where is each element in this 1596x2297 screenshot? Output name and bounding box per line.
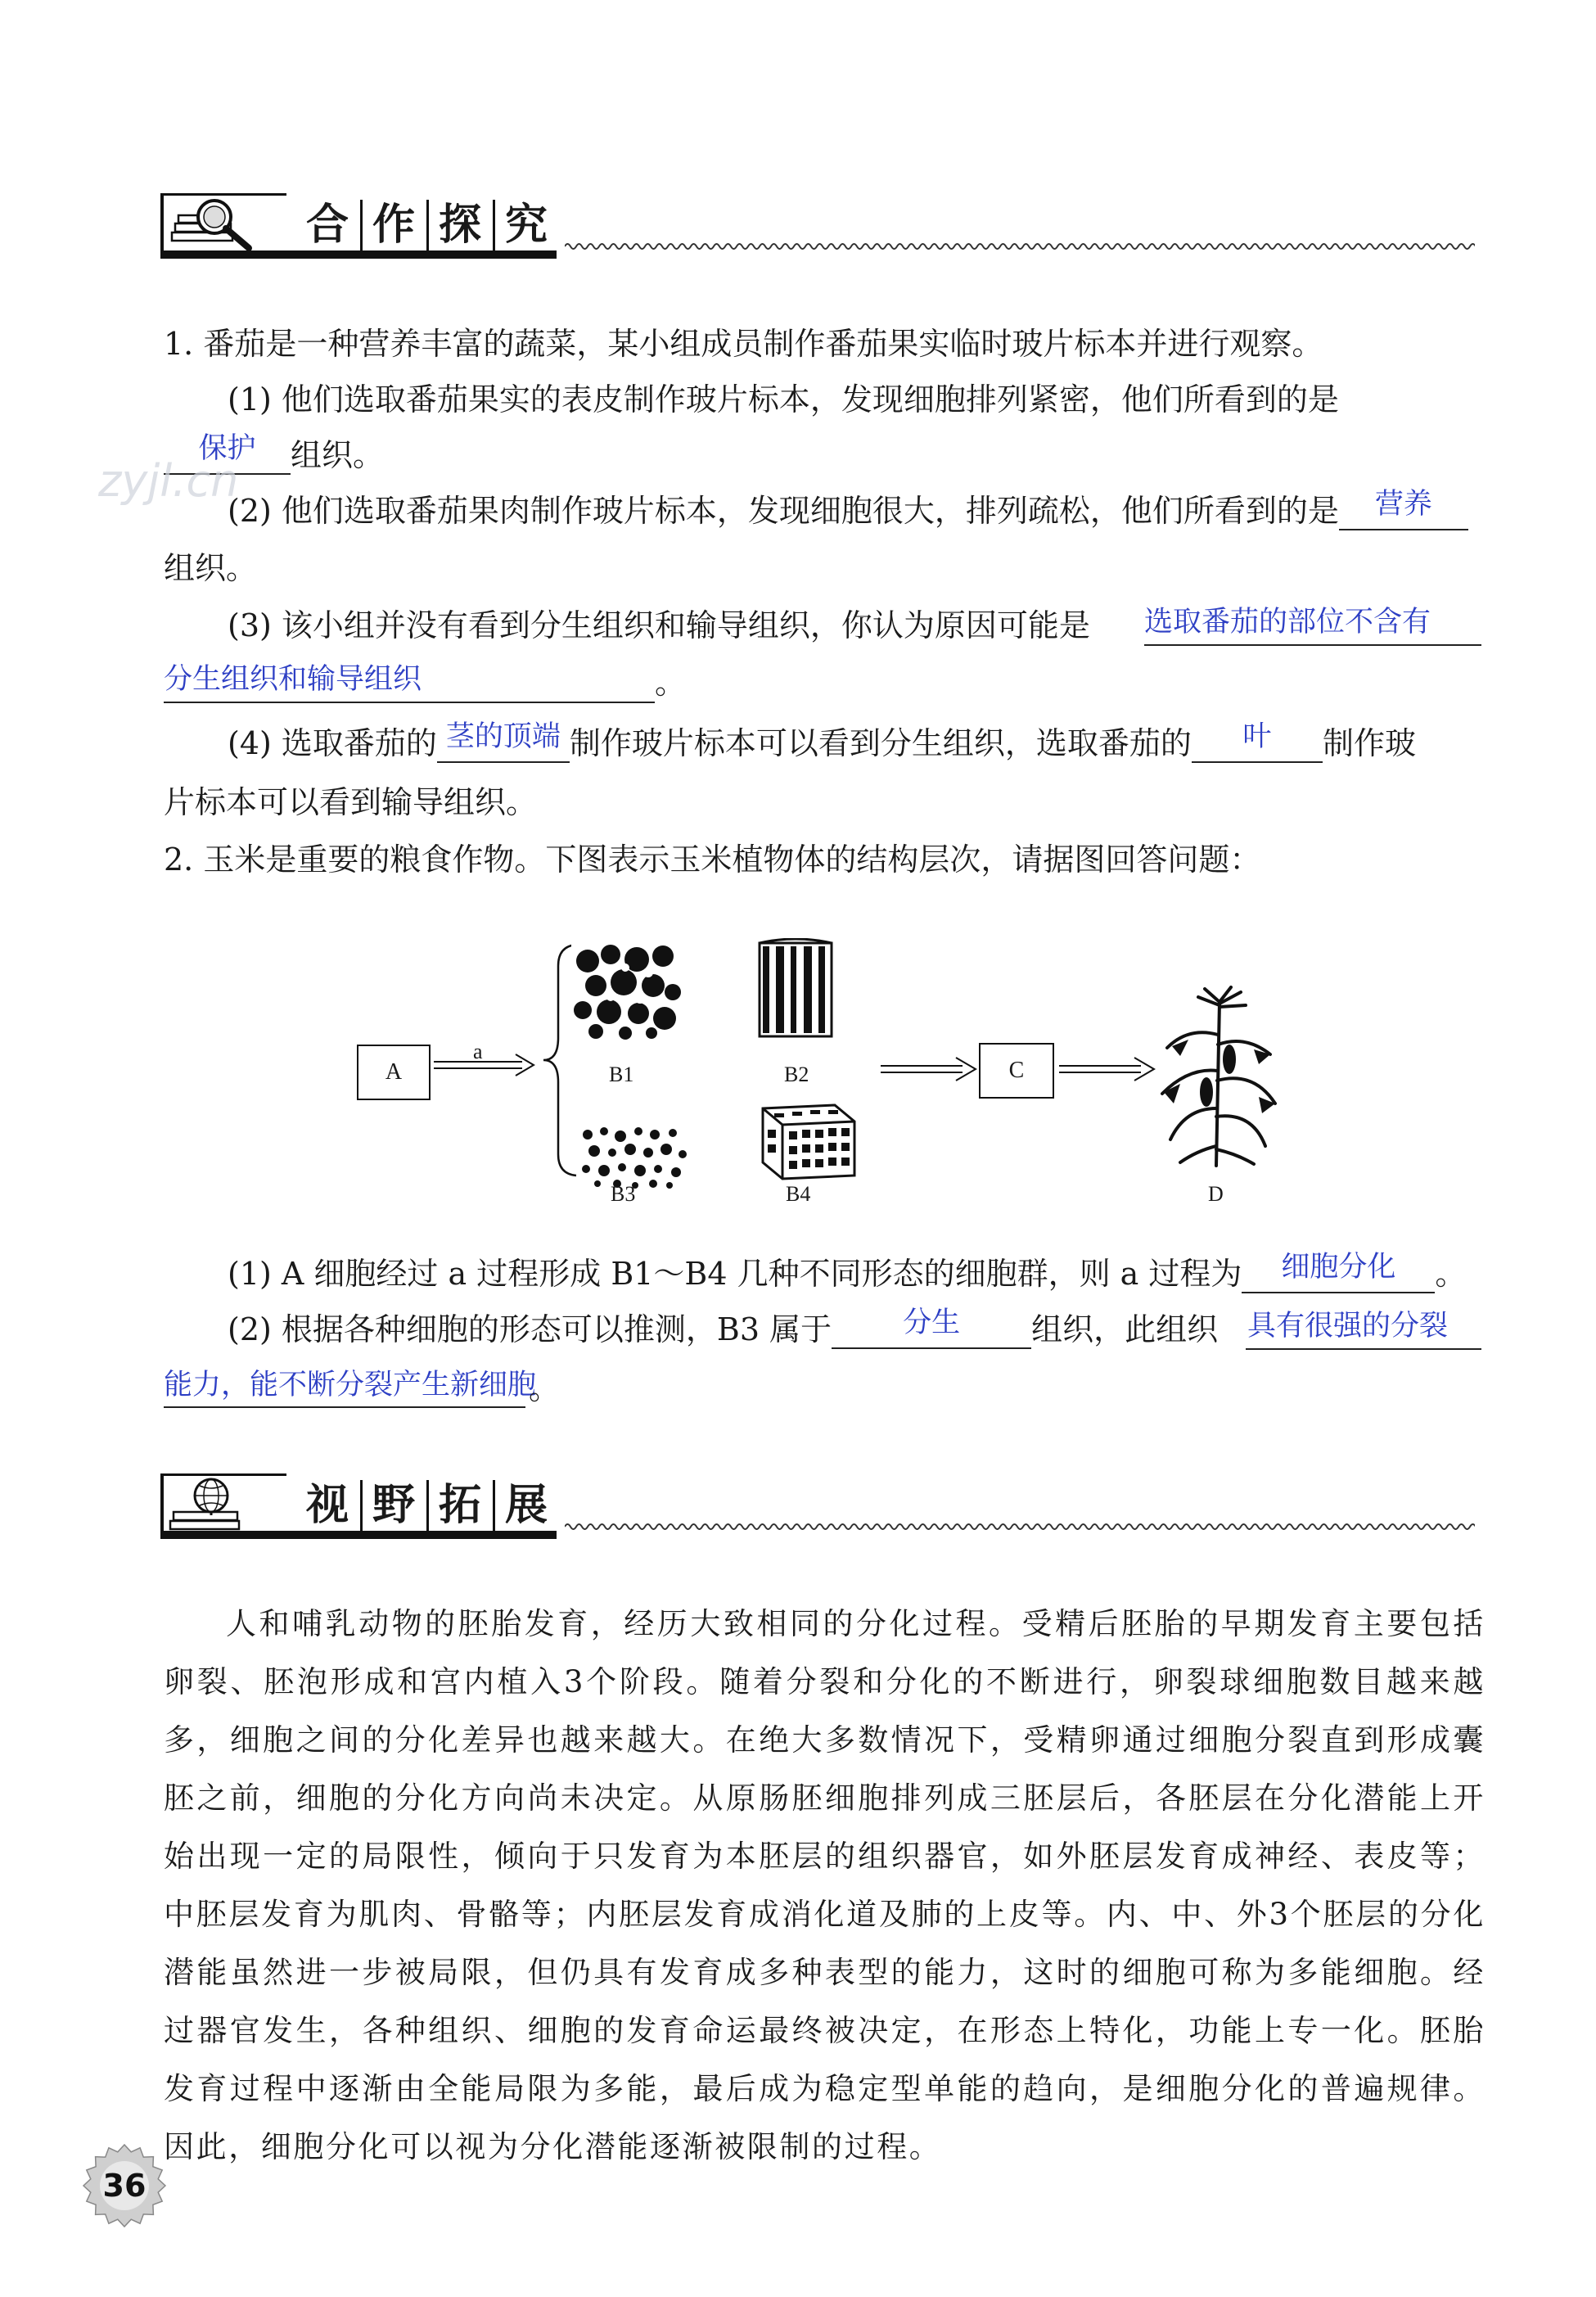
title-char: 究 bbox=[505, 201, 550, 250]
q1-part2-text: (2) 他们选取番茄果肉制作玻片标本，发现细胞很大，排列疏松，他们所看到的是 bbox=[228, 493, 1339, 529]
watermark: zyjl.cn bbox=[98, 455, 239, 507]
tissue-b3-image bbox=[576, 1123, 691, 1189]
title-char: 探 bbox=[429, 200, 495, 250]
title-char: 视 bbox=[306, 1480, 363, 1531]
q2-part2-text: 组织，此组织 bbox=[1031, 1311, 1219, 1347]
q1-part4-text: 制作玻片标本可以看到分生组织，选取番茄的 bbox=[569, 725, 1192, 761]
title-char: 野 bbox=[363, 1480, 429, 1531]
handwritten-answer: 保护 bbox=[198, 432, 256, 465]
globe-books-icon bbox=[164, 1476, 278, 1533]
handwritten-answer: 分生 bbox=[903, 1306, 961, 1339]
section-header-broaden-horizons bbox=[160, 1470, 1478, 1544]
answer-underline bbox=[164, 1406, 525, 1408]
q1-part4-text: (4) 选取番茄的 bbox=[228, 725, 437, 761]
q2-part1-line bbox=[228, 1251, 1545, 1293]
handwritten-answer: 分生组织和输导组织 bbox=[164, 663, 422, 696]
handwritten-answer: 能力，能不断分裂产生新细胞 bbox=[164, 1369, 537, 1401]
title-char: 合 bbox=[306, 200, 363, 250]
q1-part3-end: 。 bbox=[655, 665, 687, 701]
label-b4: B4 bbox=[786, 1182, 811, 1206]
q1-part1-end: 组织。 bbox=[291, 437, 385, 473]
box-c: C bbox=[979, 1043, 1054, 1099]
q2-part2-text: (2) 根据各种细胞的形态可以推测，B3 属于 bbox=[228, 1311, 832, 1347]
title-char: 作 bbox=[363, 200, 429, 250]
q1-stem: 1. 番茄是一种营养丰富的蔬菜，某小组成员制作番茄果实临时玻片标本并进行观察。 bbox=[164, 326, 1323, 362]
title-char: 拓 bbox=[429, 1480, 495, 1531]
handwritten-answer: 营养 bbox=[1374, 488, 1432, 521]
q2-part1-text: (1) A 细胞经过 a 过程形成 B1～B4 几种不同形态的细胞群，则 a 过程为 bbox=[228, 1256, 1242, 1292]
answer-blank bbox=[832, 1306, 1031, 1349]
box-a: A bbox=[357, 1045, 431, 1100]
arrow-to-d bbox=[1056, 1045, 1157, 1094]
title-char: 展 bbox=[505, 1481, 550, 1530]
page-number-badge bbox=[82, 2143, 167, 2228]
tissue-b1-image bbox=[571, 943, 683, 1040]
process-label-a: a bbox=[473, 1040, 483, 1063]
label-b1: B1 bbox=[609, 1063, 634, 1086]
q1-part2-end: 组织。 bbox=[164, 550, 258, 586]
corn-plant-image bbox=[1156, 986, 1278, 1169]
tissue-b4-image bbox=[746, 1097, 861, 1184]
q1-part1-text: (1) 他们选取番茄果实的表皮制作玻片标本，发现细胞排列紧密，他们所看到的是 bbox=[228, 381, 1339, 417]
reading-paragraph: 人和哺乳动物的胚胎发育，经历大致相同的分化过程。受精后胚胎的早期发育主要包括卵裂、胚泡形成和宫内植入3个阶段。随着分裂和分化的不断进行，卵裂球细胞数目越来越多，细胞之间的分化差异也越来越大。在绝大多数情况下，受精卵通过细胞分裂直到形成囊胚之前，细胞的分化方向尚未决定。从原肠胚细胞排列成三胚层后，各胚层在分化潜能上开始出现一定的局限性，倾向于只发育为本胚层的组织器官，如外胚层发育成神经、表皮等；中胚层发育为肌肉、骨骼等；内胚层发育成消化道及肺的上皮等。内、中、外3个胚层的分化潜能虽然进一步被局限，但仍具有发育成多种表型的能力，这时的细胞可称为多能细胞。经过器官发生，各种组织、细胞的发育命运最终被决定，在形态上特化，功能上专一化。胚胎发育过程中逐渐由全能局限为多能，最后成为稳定型单能的趋向，是细胞分化的普遍规律。因此，细胞分化可以视为分化潜能逐渐被限制的过程。 bbox=[164, 1606, 1486, 2164]
wavy-divider bbox=[565, 1521, 1475, 1532]
q2-part2-end: 。 bbox=[529, 1370, 561, 1406]
handwritten-answer: 叶 bbox=[1242, 720, 1272, 753]
arrow-to-c bbox=[877, 1045, 979, 1094]
section-title bbox=[306, 1478, 559, 1532]
q2-part1-end: 。 bbox=[1435, 1256, 1467, 1292]
handwritten-answer: 细胞分化 bbox=[1281, 1251, 1396, 1284]
tissue-b2-image bbox=[755, 938, 836, 1041]
q2-stem: 2. 玉米是重要的粮食作物。下图表示玉米植物体的结构层次，请据图回答问题： bbox=[164, 842, 1261, 878]
label-b3: B3 bbox=[611, 1182, 636, 1206]
handwritten-answer: 具有很强的分裂 bbox=[1247, 1310, 1449, 1343]
page-number: 36 bbox=[102, 2168, 147, 2204]
answer-blank bbox=[1242, 1251, 1435, 1293]
q1-part3-text: (3) 该小组并没有看到分生组织和输导组织，你认为原因可能是 bbox=[228, 607, 1090, 643]
handwritten-answer: 茎的顶端 bbox=[445, 720, 561, 753]
section-underline-bar bbox=[160, 1531, 557, 1539]
q1-part4-line2: 片标本可以看到输导组织。 bbox=[164, 784, 538, 820]
label-d: D bbox=[1208, 1182, 1224, 1206]
q1-part4-text: 制作玻 bbox=[1322, 725, 1416, 761]
section-icon-box bbox=[160, 1473, 286, 1538]
label-b2: B2 bbox=[784, 1063, 809, 1086]
handwritten-answer: 选取番茄的部位不含有 bbox=[1144, 606, 1431, 639]
answer-underline bbox=[1246, 1348, 1481, 1350]
arrow-a bbox=[431, 1040, 537, 1089]
